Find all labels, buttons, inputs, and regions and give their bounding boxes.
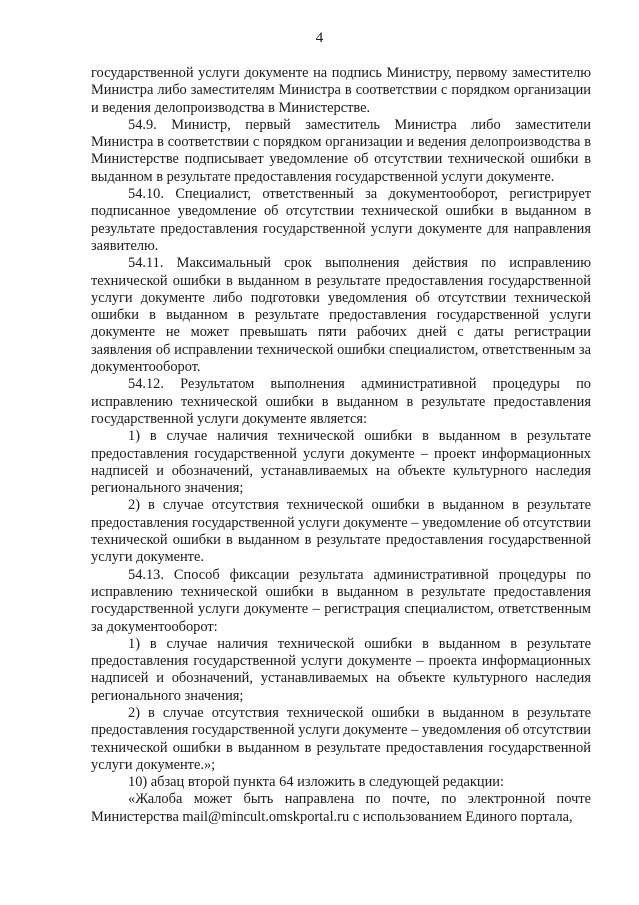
paragraph-54-13: 54.13. Способ фиксации результата административной процедуры по исправлению технической ошибки в выданном в результате предоставления государственной услуги документе – регистрация специалистом, ответственным за документооборот:	[91, 566, 591, 635]
paragraph-54-10: 54.10. Специалист, ответственный за документооборот, регистрирует подписанное уведомление об отсутствии технической ошибки в выданном в результате предоставления государственной услуги документе для направления заявителю.	[91, 186, 591, 254]
paragraph-complaint: «Жалоба может быть направлена по почте, по электронной почте Министерства mail@mincult.omskportal.ru с использованием Единого портала,	[91, 791, 591, 825]
paragraph-continuation: государственной услуги документе на подпись Министру, первому заместителю Министра либо заместителям Министра в соответствии с порядком организации и ведения делопроизводства в Министерстве.	[91, 65, 591, 116]
paragraph-54-12: 54.12. Результатом выполнения административной процедуры по исправлению технической ошибки в выданном в результате предоставления государственной услуги документе является:	[91, 376, 591, 427]
document-body	[91, 65, 591, 826]
list-item-54-13-2: 2) в случае отсутствия технической ошибки в выданном в результате предоставления государственной услуги документе – уведомления об отсутствии технической ошибки в выданном в результате предоставления государственной услуги документе.»;	[91, 704, 591, 773]
paragraph-54-9: 54.9. Министр, первый заместитель Министра либо заместители Министра в соответствии с порядком организации и ведения делопроизводства в Министерстве подписывает уведомление об отсутствии технической ошибки в выданном в результате предоставления государственной услуги документе.	[91, 116, 591, 185]
page-number: 4	[315, 30, 324, 46]
list-item-54-12-1: 1) в случае наличия технической ошибки в выданном в результате предоставления государственной услуги документе – проект информационных надписей и обозначений, устанавливаемых на объекте культурного наследия регионального значения;	[91, 428, 591, 497]
list-item-54-13-1: 1) в случае наличия технической ошибки в выданном в результате предоставления государственной услуги документе – проекта информационных надписей и обозначений, устанавливаемых на объекте культурного наследия регионального значения;	[91, 635, 591, 704]
list-item-54-12-2: 2) в случае отсутствия технической ошибки в выданном в результате предоставления государственной услуги документе – уведомление об отсутствии технической ошибки в выданном в результате предоставления государственной услуги документе.	[91, 497, 591, 566]
paragraph-54-11: 54.11. Максимальный срок выполнения действия по исправлению технической ошибки в выданном в результате предоставления государственной услуги документе либо подготовки уведомления об отсутствии технической ошибки в выданном в результате предоставления государственной услуги документе не может превышать пяти рабочих дней с даты регистрации заявления об исправлении технической ошибки специалистом, ответственным за документооборот.	[91, 255, 591, 376]
paragraph-item-10: 10) абзац второй пункта 64 изложить в следующей редакции:	[128, 774, 505, 791]
